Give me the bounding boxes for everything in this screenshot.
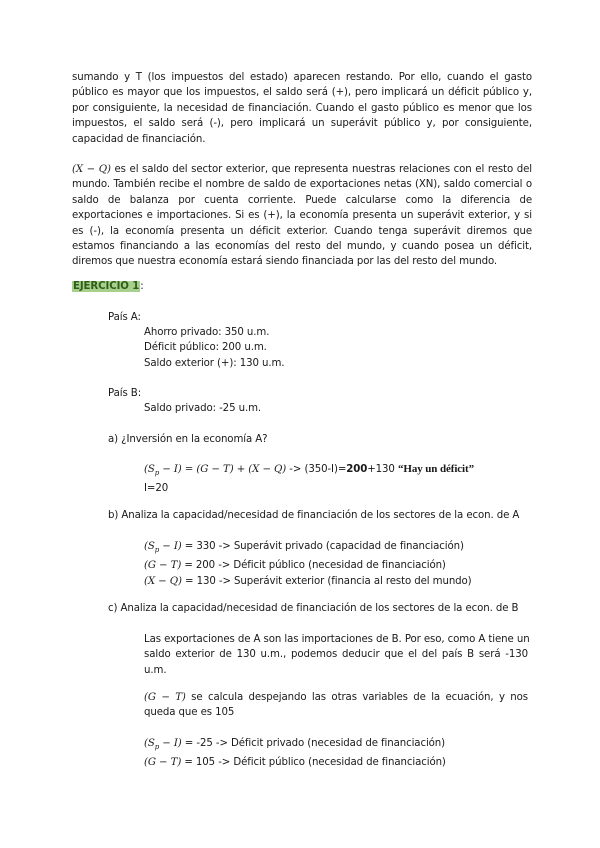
- text-fragment: se calcula despejando las otras variables de la ecuación, y nos: [185, 692, 528, 703]
- text-line: queda que es 105: [144, 707, 235, 719]
- text-line: exportaciones e importaciones. Si es (+), la economía presenta un superávit exterior, y si: [72, 210, 532, 222]
- text-line: por consiguiente, la necesidad de financiación. Cuando el gasto público es menor que los: [72, 102, 532, 114]
- question-c-para2: [144, 690, 528, 721]
- paragraph-public-balance: [72, 70, 532, 147]
- list-item: Ahorro privado: 350 u.m.: [144, 327, 270, 338]
- answer-text: = 105 -> Déficit público (necesidad de financiación): [181, 757, 446, 769]
- text-line: diremos que nuestra economía estará siendo financiada por las del resto del mundo.: [72, 256, 498, 268]
- country-b-items: [144, 401, 600, 416]
- formula-g-t: (G − T): [144, 560, 182, 572]
- text-line: saldo de balanza por cuenta corriente. Puede calcularse como la diferencia de: [72, 194, 532, 206]
- text-line: estamos financiando a las economías del resto del mundo, y cuando posea un déficit,: [72, 241, 532, 253]
- question-a-title: a) ¿Inversión en la economía A?: [108, 434, 268, 445]
- question-b-title: b) Analiza la capacidad/necesidad de financiación de los sectores de la econ. de A: [108, 510, 520, 521]
- text-line: [72, 162, 532, 177]
- answer-text: = 200 -> Déficit público (necesidad de financiación): [181, 560, 446, 572]
- formula-g-t: (G − T): [144, 692, 186, 703]
- formula-identity: − I) = (G − T) + (X − Q): [159, 464, 287, 475]
- text-line: saldo exterior de 130 u.m., podemos deducir que el del país B será -130: [144, 649, 528, 661]
- text-line: capacidad de financiación.: [72, 133, 206, 145]
- deficit-quote: “Hay un déficit”: [397, 463, 474, 475]
- text-line: u.m.: [144, 664, 167, 676]
- list-item: Saldo privado: -25 u.m.: [144, 403, 262, 414]
- calc-text: -> (350-I)=: [286, 464, 347, 475]
- paragraph-external-sector: [72, 162, 532, 270]
- list-item: Déficit público: 200 u.m.: [144, 342, 267, 354]
- question-c-title: c) Analiza la capacidad/necesidad de financiación de los sectores de la econ. de B: [108, 603, 519, 614]
- formula-x-q: (X − Q): [72, 164, 111, 175]
- question-a-equation: [144, 462, 600, 497]
- text-line: Las exportaciones de A son las importaciones de B. Por eso, como A tiene un: [144, 634, 530, 645]
- calc-bold-value: 200: [346, 464, 368, 475]
- text-line: mundo. También recibe el nombre de saldo de exportaciones netas (XN), saldo comercial o: [72, 179, 532, 191]
- country-b-title: País B:: [108, 388, 142, 399]
- text-fragment: es el saldo del sector exterior, que representa nuestras relaciones con el resto del: [110, 164, 532, 175]
- question-b-answers: [144, 539, 600, 589]
- text-line: es (-), la economía presenta un déficit exterior. Cuando tenga superávit diremos que: [72, 225, 532, 237]
- question-c-answers: [144, 736, 600, 771]
- text-line: sumando y T (los impuestos del estado) aparecen restando. Por ello, cuando el gasto: [72, 72, 532, 83]
- question-c-para1: [144, 632, 528, 678]
- answer-text: = 130 -> Superávit exterior (financia al resto del mundo): [181, 575, 472, 587]
- formula-sp: (S: [144, 541, 155, 552]
- formula-x-q: (X − Q): [144, 575, 182, 587]
- exercise-heading: [72, 279, 532, 294]
- answer-text: = -25 -> Déficit privado (necesidad de financiación): [181, 738, 446, 749]
- exercise-label-highlight: EJERCICIO 1: [73, 281, 140, 292]
- formula-sub-p: p: [154, 546, 160, 554]
- text-line: público es mayor que los impuestos, el saldo será (+), pero implicará un déficit público y,: [72, 87, 532, 99]
- formula-g-t: (G − T): [144, 757, 182, 769]
- formula-sp: (S: [144, 738, 155, 749]
- calc-tail: +130: [367, 464, 398, 475]
- formula-sub-p: p: [154, 743, 160, 751]
- formula-sp-i: − I): [159, 541, 182, 552]
- formula-sp-i: − I): [159, 738, 182, 749]
- formula-sub-p: p: [154, 469, 160, 477]
- list-item: Saldo exterior (+): 130 u.m.: [144, 357, 285, 369]
- country-a-items: [144, 325, 600, 371]
- investment-result: I=20: [144, 483, 169, 495]
- exercise-colon: :: [140, 281, 144, 292]
- formula-sp: (S: [144, 464, 155, 475]
- answer-text: = 330 -> Superávit privado (capacidad de financiación): [181, 541, 464, 552]
- country-a-title: País A:: [108, 312, 141, 323]
- text-line: impuestos, el saldo será (-), pero implicará un superávit público y, por consiguiente,: [72, 118, 532, 130]
